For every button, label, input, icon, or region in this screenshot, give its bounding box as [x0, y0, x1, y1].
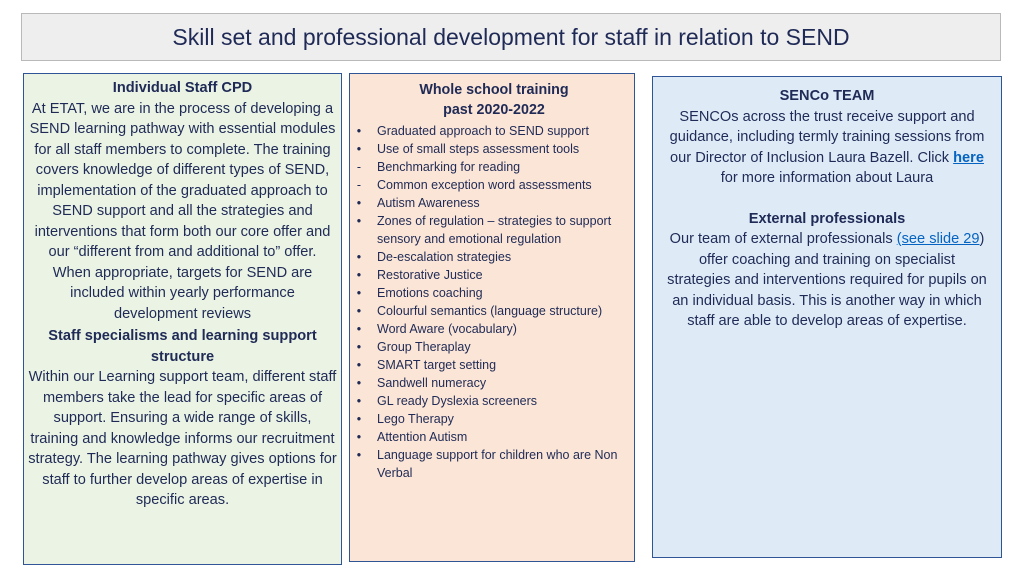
bullet-icon: • [356, 196, 362, 210]
bullet-icon: • [356, 448, 362, 462]
title-bar [21, 13, 1001, 61]
bullet-icon: • [356, 286, 362, 300]
staff-specialisms-text: Within our Learning support team, different staff members take the lead for specific areas of support. Ensuring a wide range of skills, training and knowledge informs our recruitment strategy. The learning pathway gives options for staff to further develop areas of expertise in specific areas. [28, 369, 337, 508]
list-item [350, 266, 634, 284]
bullet-icon: • [356, 142, 362, 156]
list-item [350, 356, 634, 374]
bullet-icon: • [356, 124, 362, 138]
list-item-text: Graduated approach to SEND support [377, 124, 589, 138]
list-item-text: Zones of regulation – strategies to support sensory and emotional regulation [377, 214, 612, 246]
list-item-text: Use of small steps assessment tools [377, 142, 580, 156]
list-item-text: Benchmarking for reading [377, 160, 521, 174]
spacer [667, 189, 987, 209]
list-item [350, 212, 634, 248]
list-item [350, 392, 634, 410]
list-item-text: Autism Awareness [377, 196, 480, 210]
senco-text-part: SENCOs across the trust receive support and guidance, including termly training sessions from our Director of Inclusion Laura Bazell. Click [669, 108, 985, 166]
list-item [350, 374, 634, 392]
list-item [350, 194, 634, 212]
bullet-icon: • [356, 304, 362, 318]
senco-text [667, 107, 987, 189]
individual-cpd-heading: Individual Staff CPD [112, 80, 253, 96]
training-list [350, 122, 634, 482]
page-title: Skill set and professional development for staff in relation to SEND [172, 23, 850, 50]
bullet-icon: • [356, 376, 362, 390]
dash-icon: - [356, 160, 362, 174]
external-text-part: ) offer coaching and training on specialist strategies and interventions required for pupils on an individual basis. This is another way in which staff are able to develop areas of expertise. [667, 231, 987, 329]
list-item [350, 284, 634, 302]
list-item [350, 176, 634, 194]
list-item-text: Sandwell numeracy [377, 376, 487, 390]
list-item-text: GL ready Dyslexia screeners [377, 394, 538, 408]
see-slide-link[interactable]: (see slide 29 [896, 231, 980, 247]
bullet-icon: • [356, 394, 362, 408]
list-item [350, 302, 634, 320]
list-item-text: Colourful semantics (language structure) [377, 304, 603, 318]
performance-review-text: When appropriate, targets for SEND are included within yearly performance development reviews [52, 264, 313, 322]
list-item-text: Language support for children who are Non Verbal [377, 448, 618, 480]
bullet-icon: • [356, 430, 362, 444]
dash-icon: - [356, 178, 362, 192]
external-professionals-heading: External professionals [748, 210, 906, 227]
bullet-icon: • [356, 214, 362, 228]
list-item [350, 320, 634, 338]
training-heading [350, 80, 634, 120]
list-item-text: Attention Autism [377, 430, 468, 444]
senco-text-part: for more information about Laura [720, 170, 934, 186]
list-item [350, 446, 634, 482]
list-item-text: Group Theraplay [377, 340, 471, 354]
list-item-text: Common exception word assessments [377, 178, 592, 192]
whole-school-training-panel [349, 73, 635, 562]
list-item [350, 158, 634, 176]
staff-specialisms-heading: Staff specialisms and learning support structure [48, 328, 317, 365]
bullet-icon: • [356, 412, 362, 426]
bullet-icon: • [356, 358, 362, 372]
training-heading-line2: past 2020-2022 [443, 102, 545, 118]
list-item-text: Lego Therapy [377, 412, 454, 426]
external-professionals-text [667, 229, 987, 332]
list-item [350, 428, 634, 446]
list-item [350, 140, 634, 158]
bullet-icon: • [356, 340, 362, 354]
bullet-icon: • [356, 250, 362, 264]
list-item-text: Restorative Justice [377, 268, 483, 282]
list-item [350, 122, 634, 140]
individual-cpd-panel [23, 73, 342, 565]
bullet-icon: • [356, 322, 362, 336]
list-item [350, 338, 634, 356]
list-item-text: Word Aware (vocabulary) [377, 322, 517, 336]
senco-panel [652, 76, 1002, 558]
list-item-text: Emotions coaching [377, 286, 483, 300]
list-item-text: De-escalation strategies [377, 250, 512, 264]
list-item-text: SMART target setting [377, 358, 497, 372]
list-item [350, 248, 634, 266]
training-heading-line1: Whole school training [419, 82, 569, 98]
senco-heading: SENCo TEAM [779, 88, 875, 104]
external-text-part: Our team of external professionals [669, 231, 897, 247]
bullet-icon: • [356, 268, 362, 282]
laura-info-link[interactable]: here [953, 149, 984, 166]
list-item [350, 410, 634, 428]
individual-cpd-text: At ETAT, we are in the process of developing a SEND learning pathway with essential modules for all staff members to complete. The training covers knowledge of different types of SEND, implementation of the graduated approach to SEND support and all the strategies and interventions that form both our core offer and our “different from and additional to” offer. [29, 100, 336, 260]
